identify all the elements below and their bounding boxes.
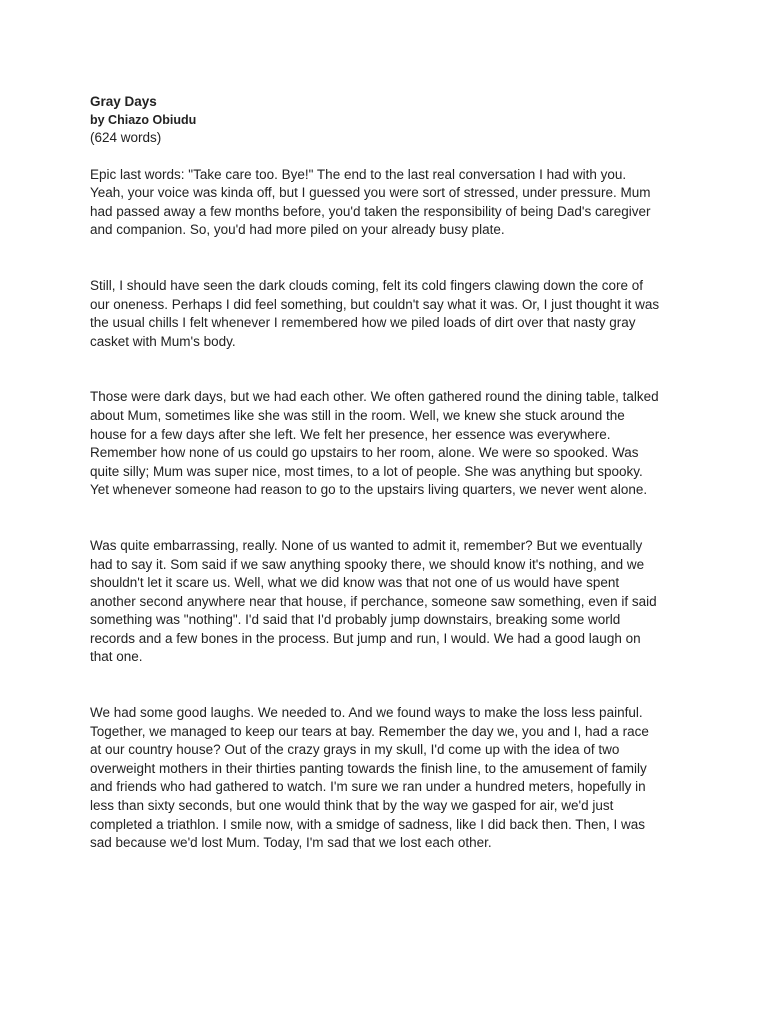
word-count: (624 words): [90, 130, 162, 145]
document-page: [90, 93, 690, 890]
paragraph-2: Still, I should have seen the dark clouds coming, felt its cold fingers clawing down the core of our oneness. Perhaps I did feel something, but couldn't say what it was. Or, I just thought it was the usual chills I felt whenever I remembered how we piled loads of dirt over that nasty gray casket with Mum's body.: [90, 277, 660, 349]
author-byline: by Chiazo Obiudu: [90, 113, 197, 127]
paragraph-3: Those were dark days, but we had each other. We often gathered round the dining table, talked about Mum, sometimes like she was still in the room. Well, we knew she stuck around the house for a few days after she left. We felt her presence, her essence was everywhere. Remember how none of us could go upstairs to her room, alone. We were so spooked. Was quite silly; Mum was super nice, most times, to a lot of people. She was anything but spooky. Yet whenever someone had reason to go to the upstairs living quarters, we never went alone.: [90, 389, 659, 498]
document-title: Gray Days: [90, 94, 157, 109]
paragraph-4: Was quite embarrassing, really. None of us wanted to admit it, remember? But we eventually had to say it. Som said if we saw anything spooky there, we should know it's nothing, and we shouldn't let it scare us. Well, what we did know was that not one of us would have spent another second anywhere near that house, if perchance, someone saw something, even if said something was "nothing". I'd said that I'd probably jump downstairs, breaking some world records and a few bones in the process. But jump and run, I would. We had a good laugh on that one.: [90, 537, 657, 665]
paragraph-5: We had some good laughs. We needed to. And we found ways to make the loss less painful. Together, we managed to keep our tears at bay. Remember the day we, you and I, had a race at our country house? Out of the crazy grays in my skull, I'd come up with the idea of two overweight mothers in their thirties panting towards the finish line, to the amusement of family and friends who had gathered to watch. I'm sure we ran under a hundred meters, hopefully in less than sixty seconds, but one would think that by the way we gasped for air, we'd just completed a triathlon. I smile now, with a smidge of sadness, like I did back then. Then, I was sad because we'd lost Mum. Today, I'm sad that we lost each other.: [90, 705, 649, 851]
paragraph-1: Epic last words: "Take care too. Bye!" The end to the last real conversation I had with you. Yeah, your voice was kinda off, but I guessed you were sort of stressed, under pressure. Mum had passed away a few months before, you'd taken the responsibility of being Dad's caregiver and companion. So, you'd had more piled on your already busy plate.: [90, 166, 651, 238]
